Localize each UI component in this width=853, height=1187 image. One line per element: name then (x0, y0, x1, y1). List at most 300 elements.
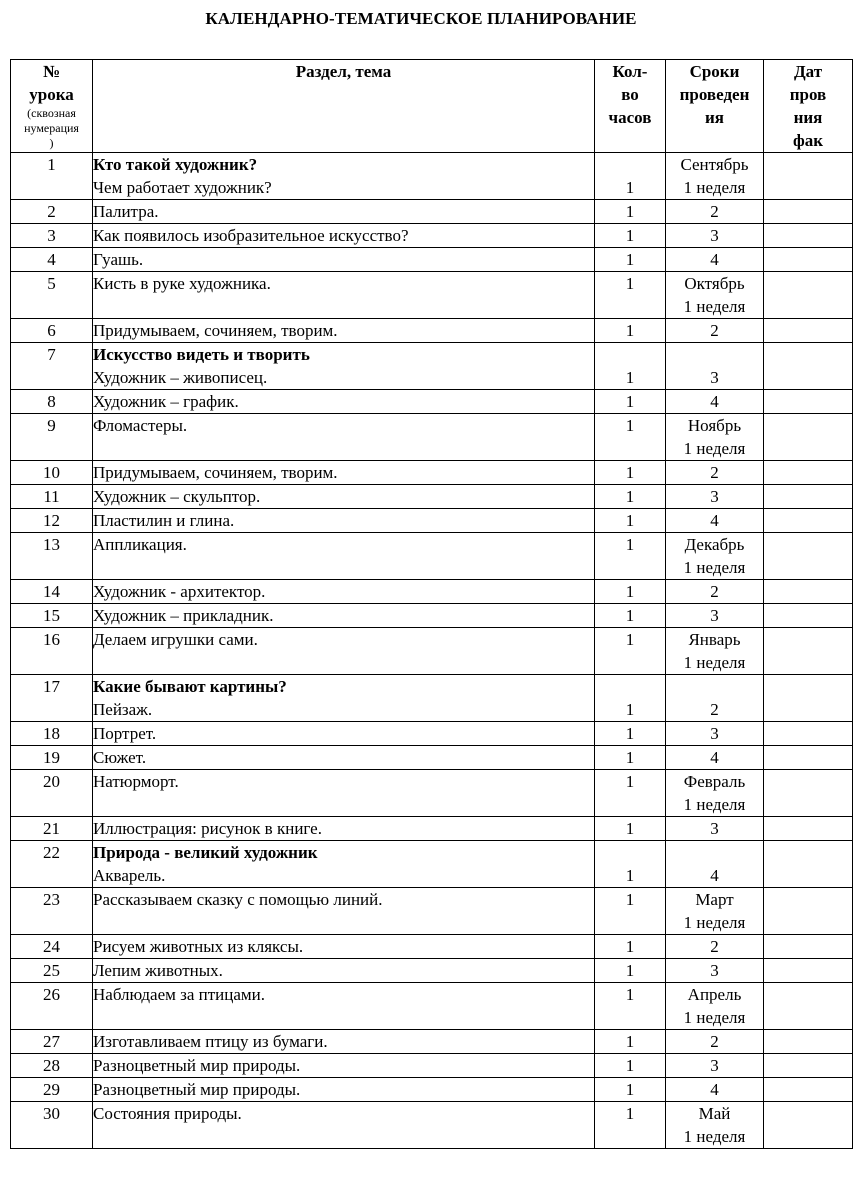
lesson-topic-cell (93, 414, 595, 461)
actual-date-cell (764, 628, 853, 675)
lesson-number: 6 (11, 319, 93, 343)
lesson-schedule-cell (666, 224, 764, 248)
lesson-number: 27 (11, 1030, 93, 1054)
lesson-schedule-cell (666, 1030, 764, 1054)
lesson-topic-cell (93, 153, 595, 200)
lesson-hours-cell (595, 343, 666, 390)
lesson-topic: Разноцветный мир природы. (93, 1080, 301, 1099)
lesson-topic-cell (93, 224, 595, 248)
schedule-week: 3 (710, 226, 719, 245)
lesson-schedule-cell (666, 959, 764, 983)
header-lesson-number (11, 60, 93, 153)
actual-date-cell (764, 817, 853, 841)
lesson-topic-cell (93, 983, 595, 1030)
lesson-number: 20 (11, 770, 93, 817)
lesson-topic-cell (93, 272, 595, 319)
lesson-hours: 1 (625, 511, 635, 530)
actual-date-cell (764, 485, 853, 509)
lesson-topic-cell (93, 390, 595, 414)
lesson-topic: Художник – скульптор. (93, 487, 261, 506)
lesson-hours: 1 (625, 392, 635, 411)
planning-table (10, 59, 853, 1149)
header-date-line1: Дат (793, 62, 823, 81)
lesson-topic-cell (93, 675, 595, 722)
actual-date-cell (764, 959, 853, 983)
lesson-hours: 1 (625, 985, 635, 1004)
lesson-topic-cell (93, 248, 595, 272)
lesson-topic-cell (93, 959, 595, 983)
lesson-topic: Фломастеры. (93, 416, 188, 435)
schedule-week: 2 (710, 463, 719, 482)
table-row (11, 935, 853, 959)
header-num-note3: ) (49, 136, 54, 150)
lesson-topic: Акварель. (93, 866, 166, 885)
table-row (11, 959, 853, 983)
lesson-hours-cell (595, 675, 666, 722)
actual-date-cell (764, 746, 853, 770)
schedule-week: 3 (710, 368, 719, 387)
table-row (11, 604, 853, 628)
schedule-month: Февраль (683, 772, 746, 791)
header-sroki-line2: проведен (679, 85, 750, 104)
lesson-hours-cell (595, 1030, 666, 1054)
lesson-topic-cell (93, 1078, 595, 1102)
lesson-number: 7 (11, 343, 93, 390)
lesson-hours-cell (595, 888, 666, 935)
lesson-number: 24 (11, 935, 93, 959)
schedule-week: 3 (710, 724, 719, 743)
actual-date-cell (764, 224, 853, 248)
lesson-topic-cell (93, 343, 595, 390)
header-date-line2: пров (789, 85, 827, 104)
header-topic-label: Раздел, тема (295, 62, 392, 81)
lesson-number: 1 (11, 153, 93, 200)
lesson-schedule-cell (666, 935, 764, 959)
schedule-week: 1 неделя (683, 653, 746, 672)
table-row (11, 248, 853, 272)
table-row (11, 1054, 853, 1078)
schedule-month: Ноябрь (687, 416, 742, 435)
lesson-hours: 1 (625, 226, 635, 245)
table-row (11, 817, 853, 841)
actual-date-cell (764, 1054, 853, 1078)
schedule-week: 1 неделя (683, 178, 746, 197)
lesson-hours-cell (595, 272, 666, 319)
lesson-schedule-cell (666, 746, 764, 770)
table-row (11, 580, 853, 604)
lesson-number: 30 (11, 1102, 93, 1149)
lesson-topic-cell (93, 1102, 595, 1149)
table-row (11, 770, 853, 817)
lesson-hours-cell (595, 628, 666, 675)
lesson-hours: 1 (625, 416, 635, 435)
lesson-schedule-cell (666, 580, 764, 604)
lesson-schedule-cell (666, 817, 764, 841)
schedule-week: 4 (710, 511, 719, 530)
schedule-week: 1 неделя (683, 913, 746, 932)
actual-date-cell (764, 248, 853, 272)
header-hours-line1: Кол- (612, 62, 648, 81)
lesson-schedule-cell (666, 153, 764, 200)
lesson-number: 14 (11, 580, 93, 604)
schedule-month: Март (695, 890, 734, 909)
schedule-month: Сентябрь (680, 155, 749, 174)
table-row (11, 722, 853, 746)
schedule-week: 3 (710, 1056, 719, 1075)
lesson-hours: 1 (625, 866, 635, 885)
lesson-topic-cell (93, 628, 595, 675)
lesson-hours: 1 (625, 724, 635, 743)
table-row (11, 533, 853, 580)
lesson-topic: Аппликация. (93, 535, 187, 554)
table-row (11, 343, 853, 390)
table-row (11, 414, 853, 461)
lesson-number: 21 (11, 817, 93, 841)
schedule-week: 4 (710, 866, 719, 885)
spacer (666, 343, 763, 366)
lesson-number: 28 (11, 1054, 93, 1078)
lesson-hours-cell (595, 485, 666, 509)
actual-date-cell (764, 675, 853, 722)
lesson-schedule-cell (666, 533, 764, 580)
lesson-number: 3 (11, 224, 93, 248)
lesson-hours: 1 (625, 1056, 635, 1075)
schedule-week: 3 (710, 487, 719, 506)
lesson-hours: 1 (625, 274, 635, 293)
schedule-week: 2 (710, 202, 719, 221)
lesson-hours-cell (595, 390, 666, 414)
lesson-schedule-cell (666, 343, 764, 390)
spacer (595, 153, 665, 176)
lesson-schedule-cell (666, 722, 764, 746)
lesson-hours: 1 (625, 487, 635, 506)
header-date-line3: ния (793, 108, 823, 127)
lesson-number: 23 (11, 888, 93, 935)
lesson-hours: 1 (625, 606, 635, 625)
lesson-number: 5 (11, 272, 93, 319)
lesson-hours-cell (595, 959, 666, 983)
schedule-month: Май (698, 1104, 731, 1123)
lesson-topic: Портрет. (93, 724, 157, 743)
lesson-hours-cell (595, 1054, 666, 1078)
lesson-hours: 1 (625, 1032, 635, 1051)
table-row (11, 983, 853, 1030)
lesson-hours-cell (595, 817, 666, 841)
lesson-number: 15 (11, 604, 93, 628)
table-row (11, 272, 853, 319)
lesson-topic-cell (93, 888, 595, 935)
lesson-topic-cell (93, 319, 595, 343)
lesson-topic: Пейзаж. (93, 700, 153, 719)
lesson-topic: Как появилось изобразительное искусство? (93, 226, 409, 245)
schedule-month: Январь (688, 630, 741, 649)
lesson-topic-cell (93, 770, 595, 817)
schedule-week: 1 неделя (683, 558, 746, 577)
section-title: Какие бывают картины? (93, 677, 287, 696)
actual-date-cell (764, 343, 853, 390)
lesson-schedule-cell (666, 1078, 764, 1102)
table-row (11, 1102, 853, 1149)
table-header-row (11, 60, 853, 153)
actual-date-cell (764, 533, 853, 580)
table-row (11, 628, 853, 675)
lesson-topic-cell (93, 485, 595, 509)
lesson-schedule-cell (666, 770, 764, 817)
schedule-week: 1 неделя (683, 795, 746, 814)
table-row (11, 319, 853, 343)
lesson-hours-cell (595, 1102, 666, 1149)
lesson-hours: 1 (625, 961, 635, 980)
table-row (11, 485, 853, 509)
lesson-hours-cell (595, 722, 666, 746)
lesson-topic: Придумываем, сочиняем, творим. (93, 321, 338, 340)
lesson-topic-cell (93, 533, 595, 580)
section-title: Кто такой художник? (93, 155, 258, 174)
lesson-hours-cell (595, 935, 666, 959)
lesson-hours-cell (595, 319, 666, 343)
lesson-topic: Натюрморт. (93, 772, 179, 791)
actual-date-cell (764, 1102, 853, 1149)
lesson-schedule-cell (666, 272, 764, 319)
header-sroki-line1: Сроки (689, 62, 740, 81)
lesson-topic-cell (93, 746, 595, 770)
header-actual-date (764, 60, 853, 153)
lesson-schedule-cell (666, 604, 764, 628)
section-title: Искусство видеть и творить (93, 345, 310, 364)
lesson-hours-cell (595, 533, 666, 580)
schedule-week: 3 (710, 961, 719, 980)
spacer (595, 675, 665, 698)
header-hours-line2: во (621, 85, 639, 104)
actual-date-cell (764, 1078, 853, 1102)
lesson-hours: 1 (625, 819, 635, 838)
schedule-month: Октябрь (684, 274, 745, 293)
schedule-week: 1 неделя (683, 1008, 746, 1027)
lesson-number: 17 (11, 675, 93, 722)
schedule-week: 2 (710, 700, 719, 719)
lesson-hours-cell (595, 414, 666, 461)
schedule-week: 1 неделя (683, 439, 746, 458)
actual-date-cell (764, 983, 853, 1030)
header-hours (595, 60, 666, 153)
lesson-schedule-cell (666, 509, 764, 533)
lesson-number: 2 (11, 200, 93, 224)
actual-date-cell (764, 461, 853, 485)
lesson-topic: Придумываем, сочиняем, творим. (93, 463, 338, 482)
table-row (11, 200, 853, 224)
actual-date-cell (764, 770, 853, 817)
table-row (11, 509, 853, 533)
lesson-hours: 1 (625, 1104, 635, 1123)
header-hours-line3: часов (608, 108, 652, 127)
lesson-number: 10 (11, 461, 93, 485)
table-row (11, 1078, 853, 1102)
header-sroki-line3: ия (705, 108, 724, 127)
lesson-hours-cell (595, 604, 666, 628)
schedule-week: 4 (710, 392, 719, 411)
lesson-topic-cell (93, 604, 595, 628)
lesson-schedule-cell (666, 461, 764, 485)
lesson-topic: Наблюдаем за птицами. (93, 985, 266, 1004)
lesson-schedule-cell (666, 628, 764, 675)
lesson-number: 12 (11, 509, 93, 533)
section-title: Природа - великий художник (93, 843, 318, 862)
actual-date-cell (764, 319, 853, 343)
table-row (11, 841, 853, 888)
actual-date-cell (764, 200, 853, 224)
lesson-hours: 1 (625, 937, 635, 956)
table-body (11, 153, 853, 1149)
schedule-week: 1 неделя (683, 1127, 746, 1146)
schedule-week: 4 (710, 250, 719, 269)
actual-date-cell (764, 390, 853, 414)
table-row (11, 224, 853, 248)
lesson-number: 19 (11, 746, 93, 770)
schedule-week: 3 (710, 819, 719, 838)
lesson-number: 26 (11, 983, 93, 1030)
lesson-hours: 1 (625, 368, 635, 387)
lesson-schedule-cell (666, 675, 764, 722)
table-row (11, 888, 853, 935)
actual-date-cell (764, 580, 853, 604)
lesson-topic-cell (93, 841, 595, 888)
lesson-hours-cell (595, 770, 666, 817)
lesson-topic: Рисуем животных из кляксы. (93, 937, 304, 956)
lesson-schedule-cell (666, 888, 764, 935)
header-num-note1: (сквозная (27, 106, 76, 120)
lesson-hours-cell (595, 461, 666, 485)
lesson-schedule-cell (666, 390, 764, 414)
lesson-number: 22 (11, 841, 93, 888)
lesson-hours: 1 (625, 582, 635, 601)
spacer (666, 841, 763, 864)
lesson-topic: Художник - архитектор. (93, 582, 266, 601)
lesson-hours: 1 (625, 202, 635, 221)
lesson-topic-cell (93, 1054, 595, 1078)
header-topic (93, 60, 595, 153)
schedule-month: Апрель (687, 985, 742, 1004)
lesson-number: 13 (11, 533, 93, 580)
lesson-topic: Художник – прикладник. (93, 606, 274, 625)
lesson-schedule-cell (666, 841, 764, 888)
lesson-hours-cell (595, 580, 666, 604)
spacer (666, 675, 763, 698)
actual-date-cell (764, 414, 853, 461)
lesson-hours: 1 (625, 178, 635, 197)
actual-date-cell (764, 272, 853, 319)
lesson-topic: Кисть в руке художника. (93, 274, 271, 293)
lesson-number: 11 (11, 485, 93, 509)
actual-date-cell (764, 935, 853, 959)
lesson-schedule-cell (666, 414, 764, 461)
table-row (11, 746, 853, 770)
lesson-topic: Художник – график. (93, 392, 239, 411)
lesson-topic: Разноцветный мир природы. (93, 1056, 301, 1075)
lesson-topic-cell (93, 935, 595, 959)
document-title: КАЛЕНДАРНО-ТЕМАТИЧЕСКОЕ ПЛАНИРОВАНИЕ (205, 9, 637, 28)
lesson-topic-cell (93, 509, 595, 533)
lesson-schedule-cell (666, 983, 764, 1030)
header-num-line2: урока (29, 85, 74, 104)
actual-date-cell (764, 604, 853, 628)
lesson-hours: 1 (625, 463, 635, 482)
lesson-schedule-cell (666, 319, 764, 343)
schedule-week: 2 (710, 582, 719, 601)
lesson-topic: Рассказываем сказку с помощью линий. (93, 890, 383, 909)
lesson-schedule-cell (666, 485, 764, 509)
lesson-hours: 1 (625, 630, 635, 649)
header-num-note2: нумерация (24, 121, 79, 135)
lesson-hours: 1 (625, 250, 635, 269)
lesson-topic: Сюжет. (93, 748, 147, 767)
schedule-week: 2 (710, 937, 719, 956)
lesson-topic: Палитра. (93, 202, 159, 221)
lesson-topic-cell (93, 461, 595, 485)
schedule-week: 2 (710, 1032, 719, 1051)
schedule-month: Декабрь (684, 535, 745, 554)
lesson-topic: Состояния природы. (93, 1104, 242, 1123)
schedule-week: 4 (710, 1080, 719, 1099)
lesson-topic: Лепим животных. (93, 961, 223, 980)
lesson-hours: 1 (625, 890, 635, 909)
spacer (595, 841, 665, 864)
lesson-schedule-cell (666, 200, 764, 224)
actual-date-cell (764, 841, 853, 888)
lesson-hours-cell (595, 224, 666, 248)
lesson-number: 9 (11, 414, 93, 461)
lesson-hours: 1 (625, 321, 635, 340)
table-row (11, 153, 853, 200)
lesson-topic: Гуашь. (93, 250, 144, 269)
actual-date-cell (764, 509, 853, 533)
lesson-topic-cell (93, 580, 595, 604)
lesson-topic-cell (93, 200, 595, 224)
lesson-topic-cell (93, 1030, 595, 1054)
table-row (11, 390, 853, 414)
lesson-hours-cell (595, 509, 666, 533)
header-date-line4: фак (792, 131, 824, 150)
lesson-number: 29 (11, 1078, 93, 1102)
table-row (11, 675, 853, 722)
lesson-number: 8 (11, 390, 93, 414)
actual-date-cell (764, 153, 853, 200)
schedule-week: 4 (710, 748, 719, 767)
lesson-hours-cell (595, 983, 666, 1030)
lesson-hours: 1 (625, 1080, 635, 1099)
header-sroki (666, 60, 764, 153)
lesson-number: 25 (11, 959, 93, 983)
actual-date-cell (764, 1030, 853, 1054)
lesson-schedule-cell (666, 248, 764, 272)
lesson-topic-cell (93, 817, 595, 841)
lesson-schedule-cell (666, 1102, 764, 1149)
lesson-hours-cell (595, 153, 666, 200)
lesson-hours-cell (595, 746, 666, 770)
lesson-topic: Пластилин и глина. (93, 511, 235, 530)
spacer (595, 343, 665, 366)
lesson-hours: 1 (625, 535, 635, 554)
lesson-topic: Иллюстрация: рисунок в книге. (93, 819, 322, 838)
table-row (11, 461, 853, 485)
schedule-week: 3 (710, 606, 719, 625)
schedule-week: 1 неделя (683, 297, 746, 316)
lesson-hours-cell (595, 841, 666, 888)
table-row (11, 1030, 853, 1054)
header-num-line1: № (42, 62, 61, 81)
lesson-hours-cell (595, 200, 666, 224)
actual-date-cell (764, 722, 853, 746)
lesson-hours: 1 (625, 772, 635, 791)
